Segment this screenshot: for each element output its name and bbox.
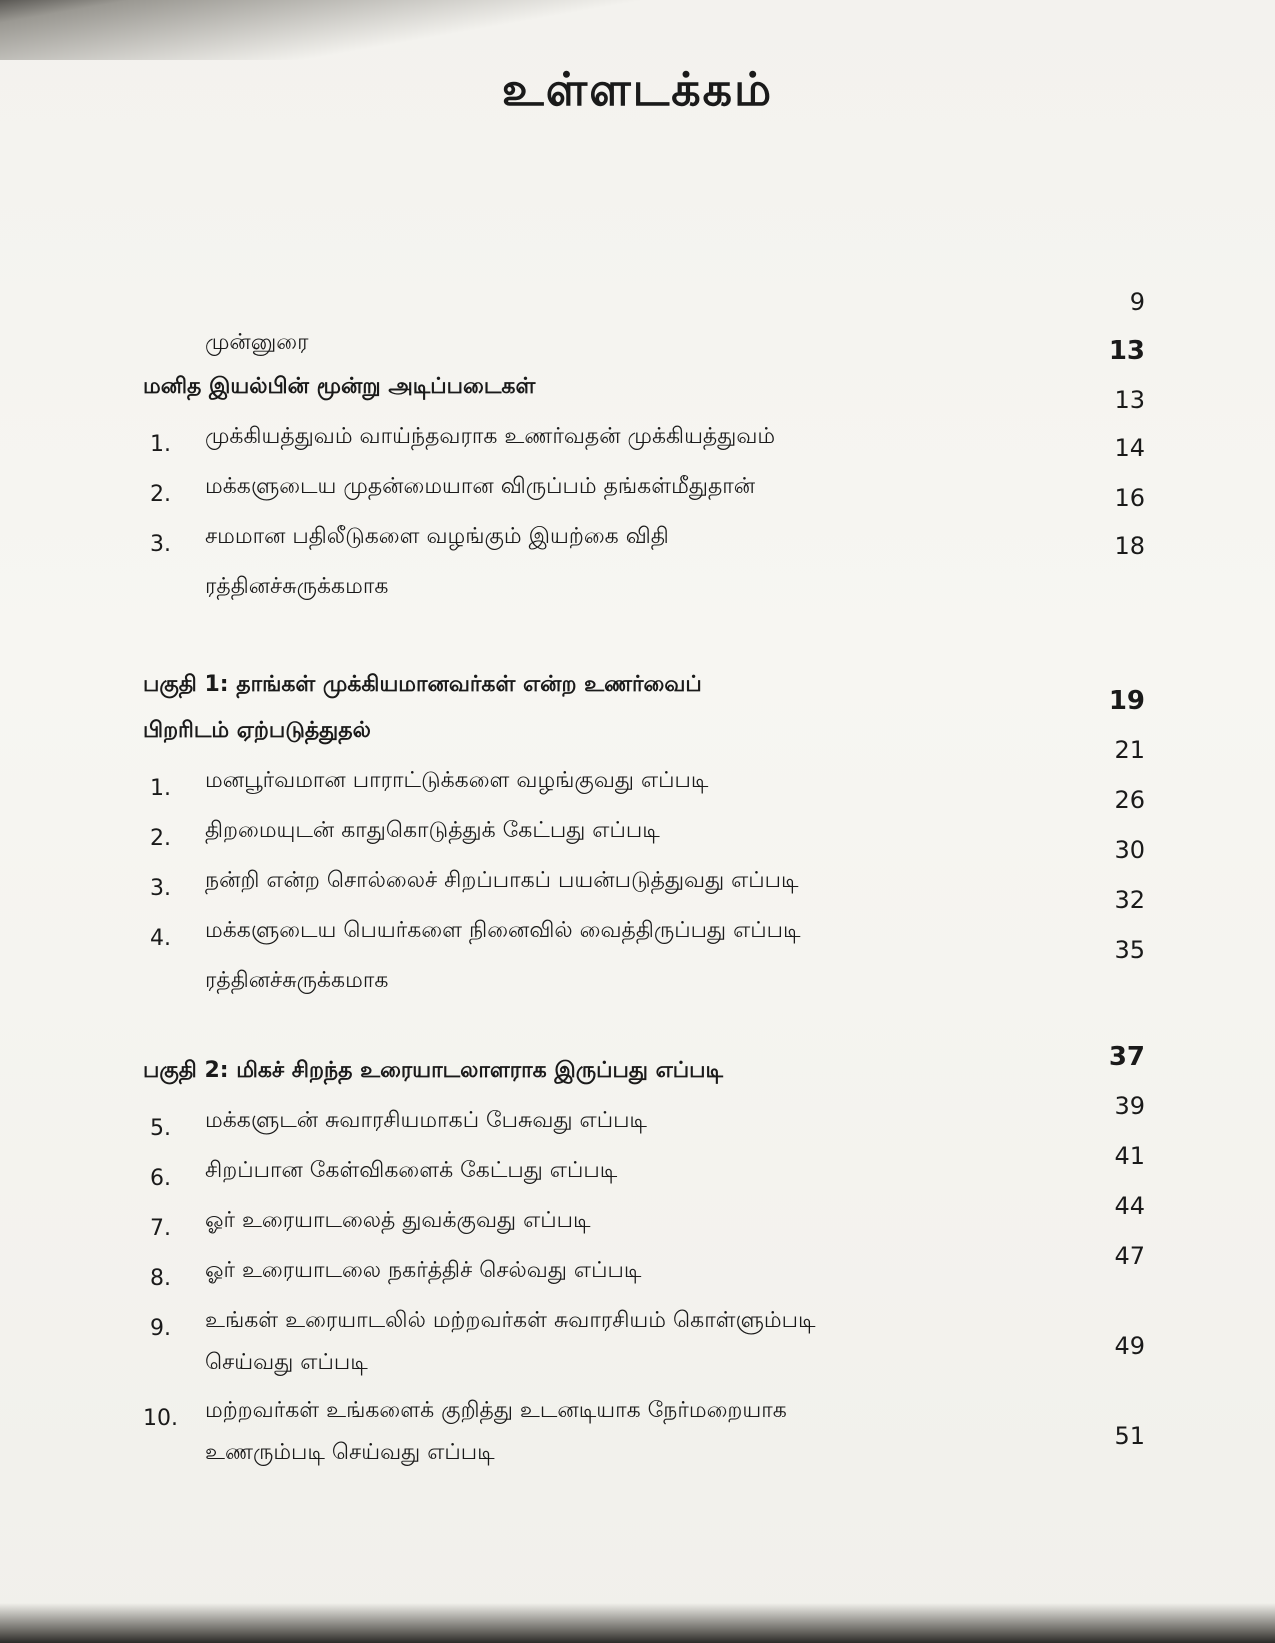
page-number: 32 [1114, 886, 1145, 914]
page-number: 37 [1108, 1042, 1145, 1072]
page-number: 19 [1108, 686, 1145, 716]
page-number: 51 [1114, 1422, 1145, 1450]
page-number: 13 [1114, 386, 1145, 414]
page-number: 44 [1114, 1192, 1145, 1220]
toc-entry: உங்கள் உரையாடலில் மற்றவர்கள் சுவாரசியம் கொள்ளும்படி [205, 1308, 816, 1333]
page-number: 26 [1114, 786, 1145, 814]
page-number: 21 [1114, 736, 1145, 764]
toc-entry-continuation: உணரும்படி செய்வது எப்படி [205, 1440, 495, 1465]
page-number: 41 [1114, 1142, 1145, 1170]
page-number: 9 [1129, 288, 1145, 316]
page-edge-shadow [0, 0, 1275, 60]
toc-entry: மனபூர்வமான பாராட்டுக்களை வழங்குவது எப்படி [205, 768, 709, 793]
page-number: 16 [1114, 484, 1145, 512]
page-number: 13 [1108, 336, 1145, 366]
entry-number: 7. [150, 1216, 171, 1241]
toc-entry: முக்கியத்துவம் வாய்ந்தவராக உணர்வதன் முக்கியத்துவம் [205, 424, 776, 449]
page-number: 49 [1114, 1332, 1145, 1360]
page-title: உள்ளடக்கம் [501, 62, 774, 116]
entry-number: 6. [150, 1166, 171, 1191]
entry-number: 2. [150, 482, 171, 507]
toc-entry: ஓர் உரையாடலை நகர்த்திச் செல்வது எப்படி [205, 1258, 642, 1283]
toc-entry: சிறப்பான கேள்விகளைக் கேட்பது எப்படி [205, 1158, 618, 1183]
page-number: 47 [1114, 1242, 1145, 1270]
section-heading: பிறரிடம் ஏற்படுத்துதல் [143, 718, 371, 743]
toc-entry: ஓர் உரையாடலைத் துவக்குவது எப்படி [205, 1208, 591, 1233]
entry-number: 3. [150, 532, 171, 557]
page-number: 35 [1114, 936, 1145, 964]
page-number: 18 [1114, 532, 1145, 560]
section-heading: பகுதி 1: தாங்கள் முக்கியமானவர்கள் என்ற உணர்வைப் [143, 672, 702, 697]
page-number: 14 [1114, 434, 1145, 462]
entry-number: 4. [150, 926, 171, 951]
section-heading: மனித இயல்பின் மூன்று அடிப்படைகள் [143, 374, 536, 399]
entry-number: 8. [150, 1266, 171, 1291]
entry-number: 2. [150, 826, 171, 851]
toc-entry: திறமையுடன் காதுகொடுத்துக் கேட்பது எப்படி [205, 818, 660, 843]
toc-entry: மற்றவர்கள் உங்களைக் குறித்து உடனடியாக நேர்மறையாக [205, 1398, 787, 1423]
entry-number: 3. [150, 876, 171, 901]
entry-number: 10. [143, 1406, 178, 1431]
section-heading: பகுதி 2: மிகச் சிறந்த உரையாடலாளராக இருப்பது எப்படி [143, 1058, 724, 1083]
toc-entry-summary: ரத்தினச்சுருக்கமாக [205, 574, 389, 599]
entry-number: 1. [150, 776, 171, 801]
page-number: 39 [1114, 1092, 1145, 1120]
entry-number: 9. [150, 1316, 171, 1341]
toc-entry: மக்களுடைய பெயர்களை நினைவில் வைத்திருப்பது எப்படி [205, 918, 801, 943]
toc-entry: நன்றி என்ற சொல்லைச் சிறப்பாகப் பயன்படுத்துவது எப்படி [205, 868, 799, 893]
toc-entry: மக்களுடன் சுவாரசியமாகப் பேசுவது எப்படி [205, 1108, 647, 1133]
toc-entry-continuation: செய்வது எப்படி [205, 1350, 368, 1375]
toc-entry-preface: முன்னுரை [205, 330, 309, 355]
toc-entry: சமமான பதிலீடுகளை வழங்கும் இயற்கை விதி [205, 524, 669, 549]
toc-entry-summary: ரத்தினச்சுருக்கமாக [205, 968, 389, 993]
page-number: 30 [1114, 836, 1145, 864]
entry-number: 1. [150, 432, 171, 457]
entry-number: 5. [150, 1116, 171, 1141]
page-edge-shadow-bottom [0, 1603, 1275, 1643]
toc-entry: மக்களுடைய முதன்மையான விருப்பம் தங்கள்மீதுதான் [205, 474, 756, 499]
